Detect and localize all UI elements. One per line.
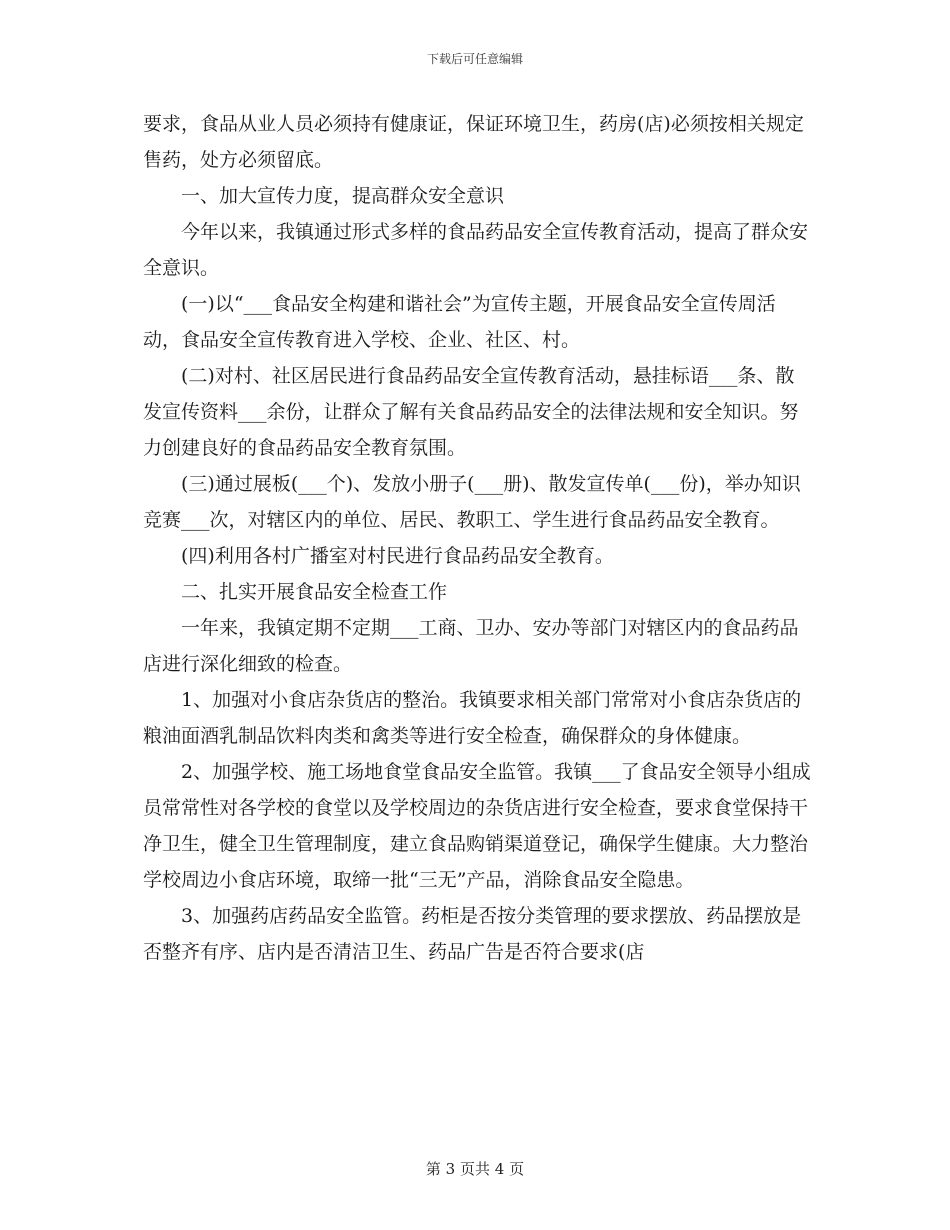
paragraph-8: 1、加强对小食店杂货店的整治。我镇要求相关部门常常对小食店杂货店的粮油面酒乳制品饮料肉类和禽类等进行安全检查，确保群众的身体健康。 [143, 689, 802, 747]
document-body [143, 106, 811, 970]
page-footer: 第 3 页共 4 页 [425, 1160, 525, 1178]
paragraph-9: 2、加强学校、施工场地食堂食品安全监管。我镇___了食品安全领导小组成员常常性对各学校的食堂以及学校周边的杂货店进行安全检查，要求食堂保持干净卫生，健全卫生管理制度，建立食品购销渠道登记，确保学生健康。大力整治学校周边小食店环境，取缔一批“三无”产品，消除食品安全隐患。 [143, 761, 811, 891]
paragraph-4: (二)对村、社区居民进行食品药品安全宣传教育活动，悬挂标语___条、散发宣传资料___余份，让群众了解有关食品药品安全的法律法规和安全知识。努力创建良好的食品药品安全教育氛围。 [143, 365, 799, 459]
paragraph-7: 一年来，我镇定期不定期___工商、卫办、安办等部门对辖区内的食品药品店进行深化细致的检查。 [143, 617, 799, 675]
paragraph-2: 今年以来，我镇通过形式多样的食品药品安全宣传教育活动，提高了群众安全意识。 [143, 221, 809, 279]
paragraph-6: (四)利用各村广播室对村民进行食品药品安全教育。 [181, 545, 614, 567]
section-heading-1: 一、加大宣传力度，提高群众安全意识 [181, 185, 505, 207]
page-header: 下载后可任意编辑 [426, 52, 523, 66]
section-heading-2: 二、扎实开展食品安全检查工作 [181, 581, 448, 603]
paragraph-1: 要求，食品从业人员必须持有健康证，保证环境卫生，药房(店)必须按相关规定售药，处方必须留底。 [143, 113, 804, 171]
paragraph-3: (一)以“___食品安全构建和谐社会”为宣传主题，开展食品安全宣传周活动，食品安全宣传教育进入学校、企业、社区、村。 [143, 293, 776, 351]
paragraph-10: 3、加强药店药品安全监管。药柜是否按分类管理的要求摆放、药品摆放是否整齐有序、店内是否清洁卫生、药品广告是否符合要求(店 [143, 905, 802, 963]
paragraph-5: (三)通过展板(___个)、发放小册子(___册)、散发宣传单(___份)，举办知识竞赛___次，对辖区内的单位、居民、教职工、学生进行食品药品安全教育。 [143, 473, 801, 531]
